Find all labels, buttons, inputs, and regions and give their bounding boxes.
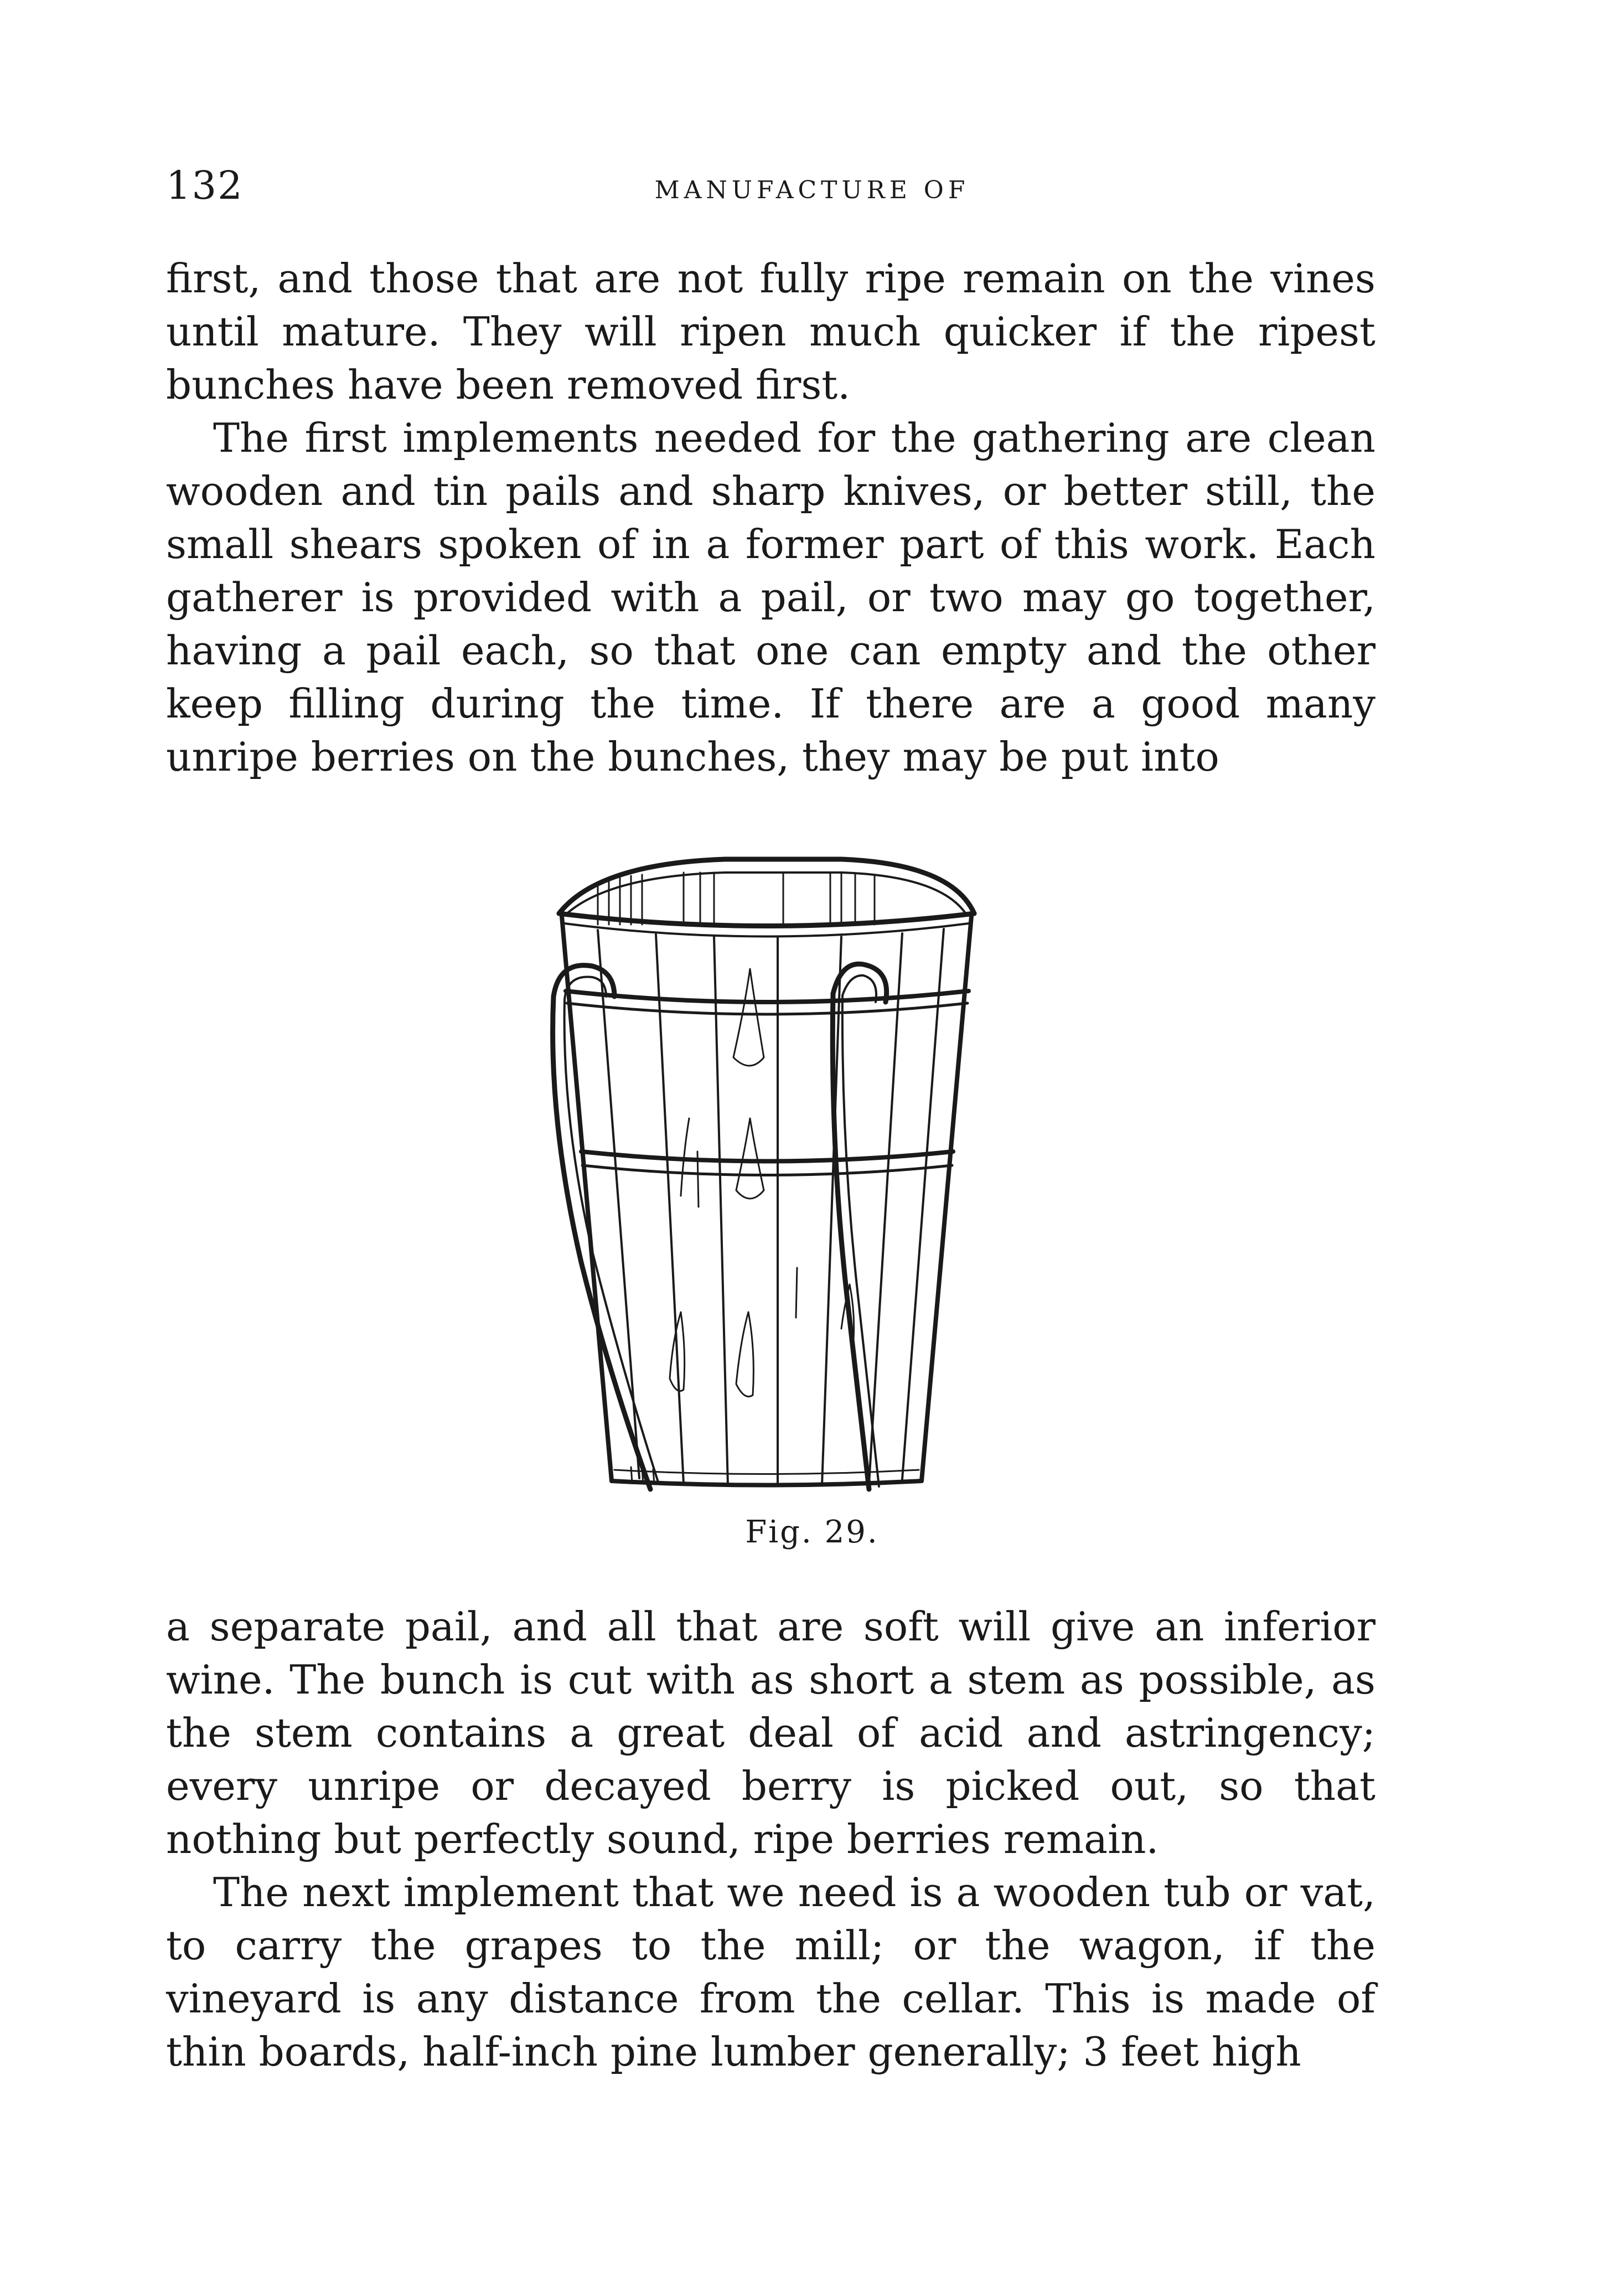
page-number: 132 [166,163,244,208]
wooden-grape-pail-illustration [531,842,1030,1506]
paragraph-continued: first, and those that are not fully ripe remain on the vines until mature. They will ripen much quicker if the ripest bunches have been removed first. [166,255,1375,408]
text-block-top [166,252,1375,783]
figure-pail [531,842,1030,1506]
paragraph-implements: The first implements needed for the gathering are clean wooden and tin pails and sharp knives, or better still, the small shears spoken of in a former part of this work. Each gatherer is provided with a pail, or two may go together, having a pail each, so that one can empty and the other keep filling during the time. If there are a good many unripe berries on the bunches, they may be put into [166,415,1375,780]
figure-caption: Fig. 29. [745,1514,879,1550]
paragraph-next-implement: The next implement that we need is a wooden tub or vat, to carry the grapes to the mill; or the wagon, if the vineyard is any distance from the cellar. This is made of thin boards, half-inch pine lumber generally; 3 feet high [166,1869,1375,2075]
text-block-bottom [166,1600,1375,2078]
running-head: MANUFACTURE OF [654,176,970,204]
paragraph-separate-pail: a separate pail, and all that are soft will give an inferior wine. The bunch is cut with as short a stem as possible, as the stem contains a great deal of acid and astringency; every unripe or decayed berry is picked out, so that nothing but perfectly sound, ripe berries remain. [166,1603,1375,1862]
